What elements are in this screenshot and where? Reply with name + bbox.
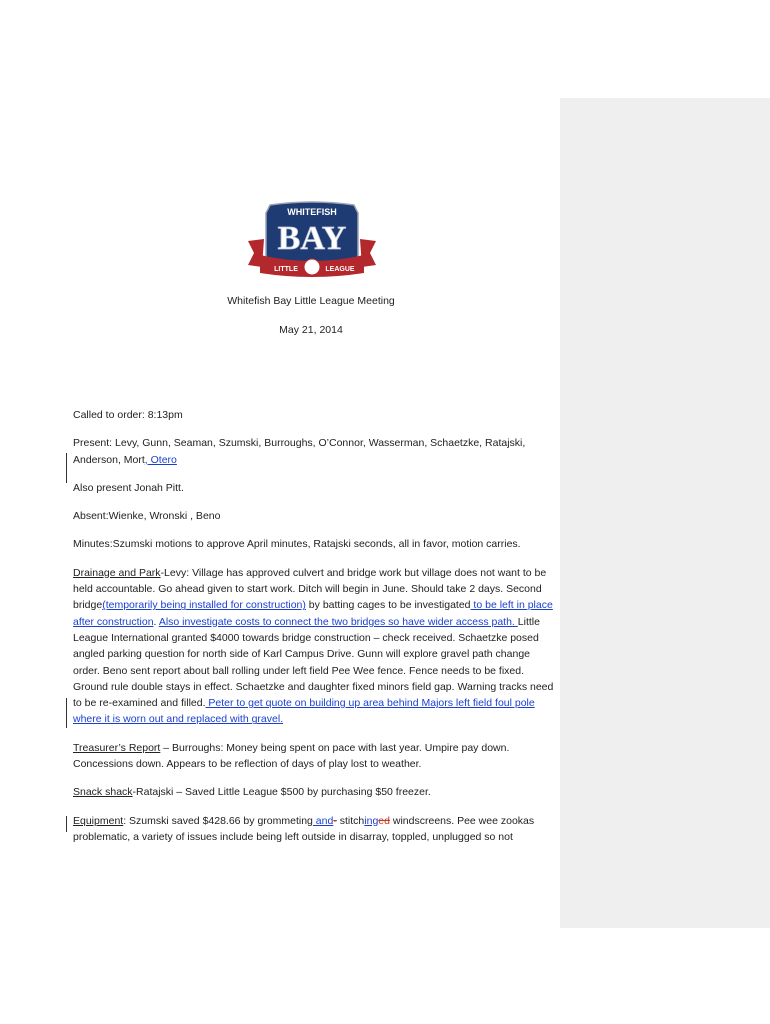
drainage-heading: Drainage and Park [73,566,161,579]
absent: Absent:Wienke, Wronski , Beno [73,510,221,523]
equipment-heading: Equipment [73,814,124,827]
change-bar [66,816,67,832]
inserted-text: Peter to get quote on building up area behind Majors left field foul pole where it is worn out and replaced with gravel. [73,697,535,726]
equipment-paragraph [73,813,555,846]
inserted-text: ing [364,814,379,827]
inserted-text: Also investigate costs to connect the two bridges so have wider access path. [158,615,518,628]
equipment-text: stitch [336,814,365,827]
inserted-text: , Otero [144,453,177,466]
also-present: Also present Jonah Pitt. [73,481,184,494]
treasurer-paragraph [73,740,555,773]
inserted-text: and [312,814,334,827]
meeting-title: Whitefish Bay Little League Meeting [227,295,395,307]
drainage-paragraph [73,565,555,728]
logo-bottom-right-text: LEAGUE [325,266,355,273]
deleted-text: - [333,814,337,827]
equipment-text: : Szumski saved $428.66 by grommeting [123,814,313,827]
equipment-text: windscreens. Pee wee zookas problematic, a variety of issues include being left outside in disarray, toppled, unplugged so not [73,814,535,843]
minutes-body [73,407,555,857]
snack-heading: Snack shack [73,786,133,799]
present-paragraph [73,435,555,468]
minutes-motion: Minutes:Szumski motions to approve April minutes, Ratajski seconds, all in favor, motion carries. [73,538,521,551]
present-text: Present: Levy, Gunn, Seaman, Szumski, Burroughs, O’Connor, Wasserman, Schaetzke, Ratajski, Anderson, Mort [73,437,526,466]
comment-pane [560,98,770,928]
change-bar [66,453,67,483]
drainage-text: -Levy: Village has approved culvert and bridge work but village does not want to be held accountable. Go ahead given to start work. Ditch will begin in June. Should take 2 days. Second bridge [73,566,547,612]
treasurer-heading: Treasurer’s Report [73,741,161,754]
drainage-text: Little League International granted $4000 towards bridge construction – check received. Schaetzke posed angled parking question for north side of Karl Campus Drive. Gunn will explore gravel path change order. Beno sent report about ball rolling under left field Pee Wee fence. Fence needs to be fixed. Ground rule double stays in effect. Schaetzke and daughter fixed minors field gap. Warning tracks need to be re-examined and filled. [73,615,554,710]
meeting-date: May 21, 2014 [279,324,343,336]
league-logo [246,201,378,279]
deleted-text: ed [378,814,390,827]
snack-paragraph [73,784,555,800]
called-to-order: Called to order: 8:13pm [73,409,183,421]
drainage-text: . [153,615,159,628]
treasurer-text: – Burroughs: Money being spent on pace with last year. Umpire pay down. Concessions down. Appears to be reflection of days of play lost to weather. [73,741,510,771]
logo-main-text: BAY [277,220,347,257]
change-bar [66,698,67,728]
inserted-text: (temporarily being installed for construction) [102,599,306,612]
inserted-text: to be left in place after construction [73,599,553,628]
logo-top-text: WHITEFISH [287,207,337,217]
logo-bottom-left-text: LITTLE [274,266,298,273]
snack-text: -Ratajski – Saved Little League $500 by purchasing $50 freezer. [132,786,431,799]
drainage-text: by batting cages to be investigated [305,599,471,612]
